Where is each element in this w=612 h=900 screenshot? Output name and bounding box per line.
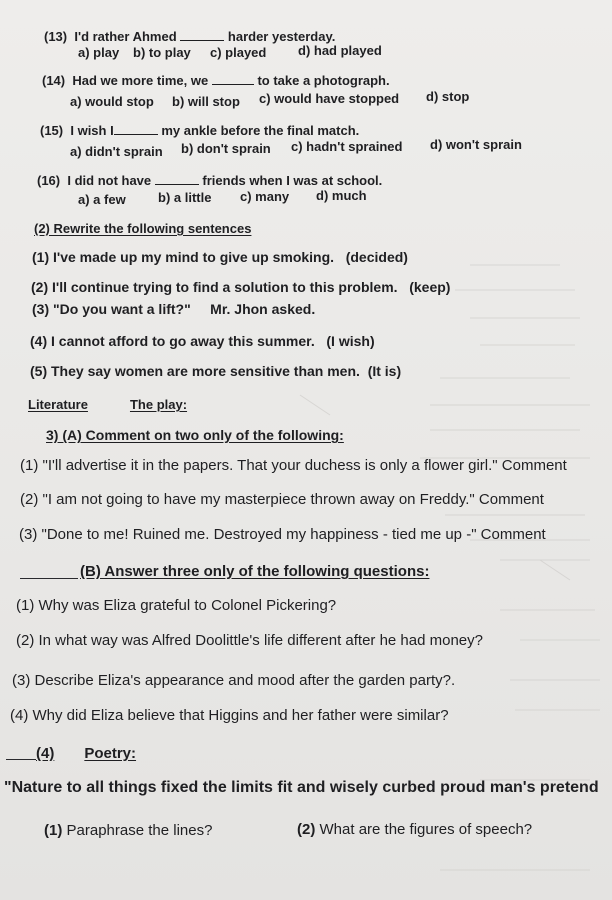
question-16-option-d: d) much: [316, 188, 367, 203]
section-b-heading: (B) Answer three only of the following questions:: [80, 563, 430, 580]
question-15-stem: (15) I wish I my ankle before the final match.: [40, 123, 360, 138]
question-item-1: (1) Why was Eliza grateful to Colonel Pickering?: [16, 597, 337, 614]
answer-blank: [114, 124, 158, 135]
poetry-question-1: (1) Paraphrase the lines?: [44, 822, 213, 839]
question-15-option-d: d) won't sprain: [430, 137, 522, 152]
question-14-stem: (14) Had we more time, we to take a photograph.: [42, 73, 390, 88]
poetry-question-2: (2) What are the figures of speech?: [297, 821, 533, 838]
heading-rule: [6, 759, 36, 760]
rewrite-item-2: (2) I'll continue trying to find a solution to this problem. (keep): [31, 279, 451, 295]
rewrite-item-3: (3) "Do you want a lift?" Mr. Jhon asked.: [32, 301, 316, 317]
section-a-heading: 3) (A) Comment on two only of the following:: [46, 427, 344, 443]
question-14-option-c: c) would have stopped: [259, 91, 400, 106]
question-16-option-a: a) a few: [78, 192, 126, 207]
quote-item-1: (1) "I'll advertise it in the papers. That your duchess is only a flower girl." Comment: [20, 457, 567, 474]
poem-quote: "Nature to all things fixed the limits fit and wisely curbed proud man's pretend: [4, 779, 599, 796]
question-16-option-c: c) many: [240, 189, 290, 204]
question-13-option-d: d) had played: [298, 43, 382, 58]
question-15-option-a: a) didn't sprain: [70, 144, 163, 159]
question-14-option-d: d) stop: [426, 89, 470, 104]
heading-rule: [20, 578, 78, 579]
rewrite-item-5: (5) They say women are more sensitive than men. (It is): [30, 363, 402, 379]
question-13-option-c: c) played: [210, 45, 267, 60]
question-13-stem: (13) I'd rather Ahmed harder yesterday.: [44, 29, 336, 44]
rewrite-item-4: (4) I cannot afford to go away this summer. (I wish): [30, 333, 375, 349]
question-16-option-b: b) a little: [158, 190, 212, 205]
answer-blank: [180, 30, 224, 41]
question-13-option-b: b) to play: [133, 45, 191, 60]
question-13-option-a: a) play: [78, 45, 120, 60]
question-item-3: (3) Describe Eliza's appearance and mood after the garden party?.: [12, 672, 456, 689]
question-item-4: (4) Why did Eliza believe that Higgins and her father were similar?: [10, 707, 449, 724]
literature-heading: Literature The play:: [28, 397, 188, 412]
question-15-option-c: c) hadn't sprained: [291, 139, 403, 154]
quote-item-3: (3) "Done to me! Ruined me. Destroyed my happiness - tied me up -" Comment: [19, 526, 546, 543]
question-14-option-a: a) would stop: [70, 94, 154, 109]
answer-blank: [155, 174, 199, 185]
quote-item-2: (2) "I am not going to have my masterpiece thrown away on Freddy." Comment: [20, 491, 544, 508]
rewrite-heading: (2) Rewrite the following sentences: [34, 221, 252, 236]
question-14-option-b: b) will stop: [172, 94, 240, 109]
question-item-2: (2) In what way was Alfred Doolittle's life different after he had money?: [16, 632, 483, 649]
question-15-option-b: b) don't sprain: [181, 141, 271, 156]
poetry-heading: (4) Poetry:: [36, 745, 137, 762]
answer-blank: [212, 74, 254, 85]
question-16-stem: (16) I did not have friends when I was at school.: [37, 173, 383, 188]
rewrite-item-1: (1) I've made up my mind to give up smoking. (decided): [32, 249, 408, 265]
